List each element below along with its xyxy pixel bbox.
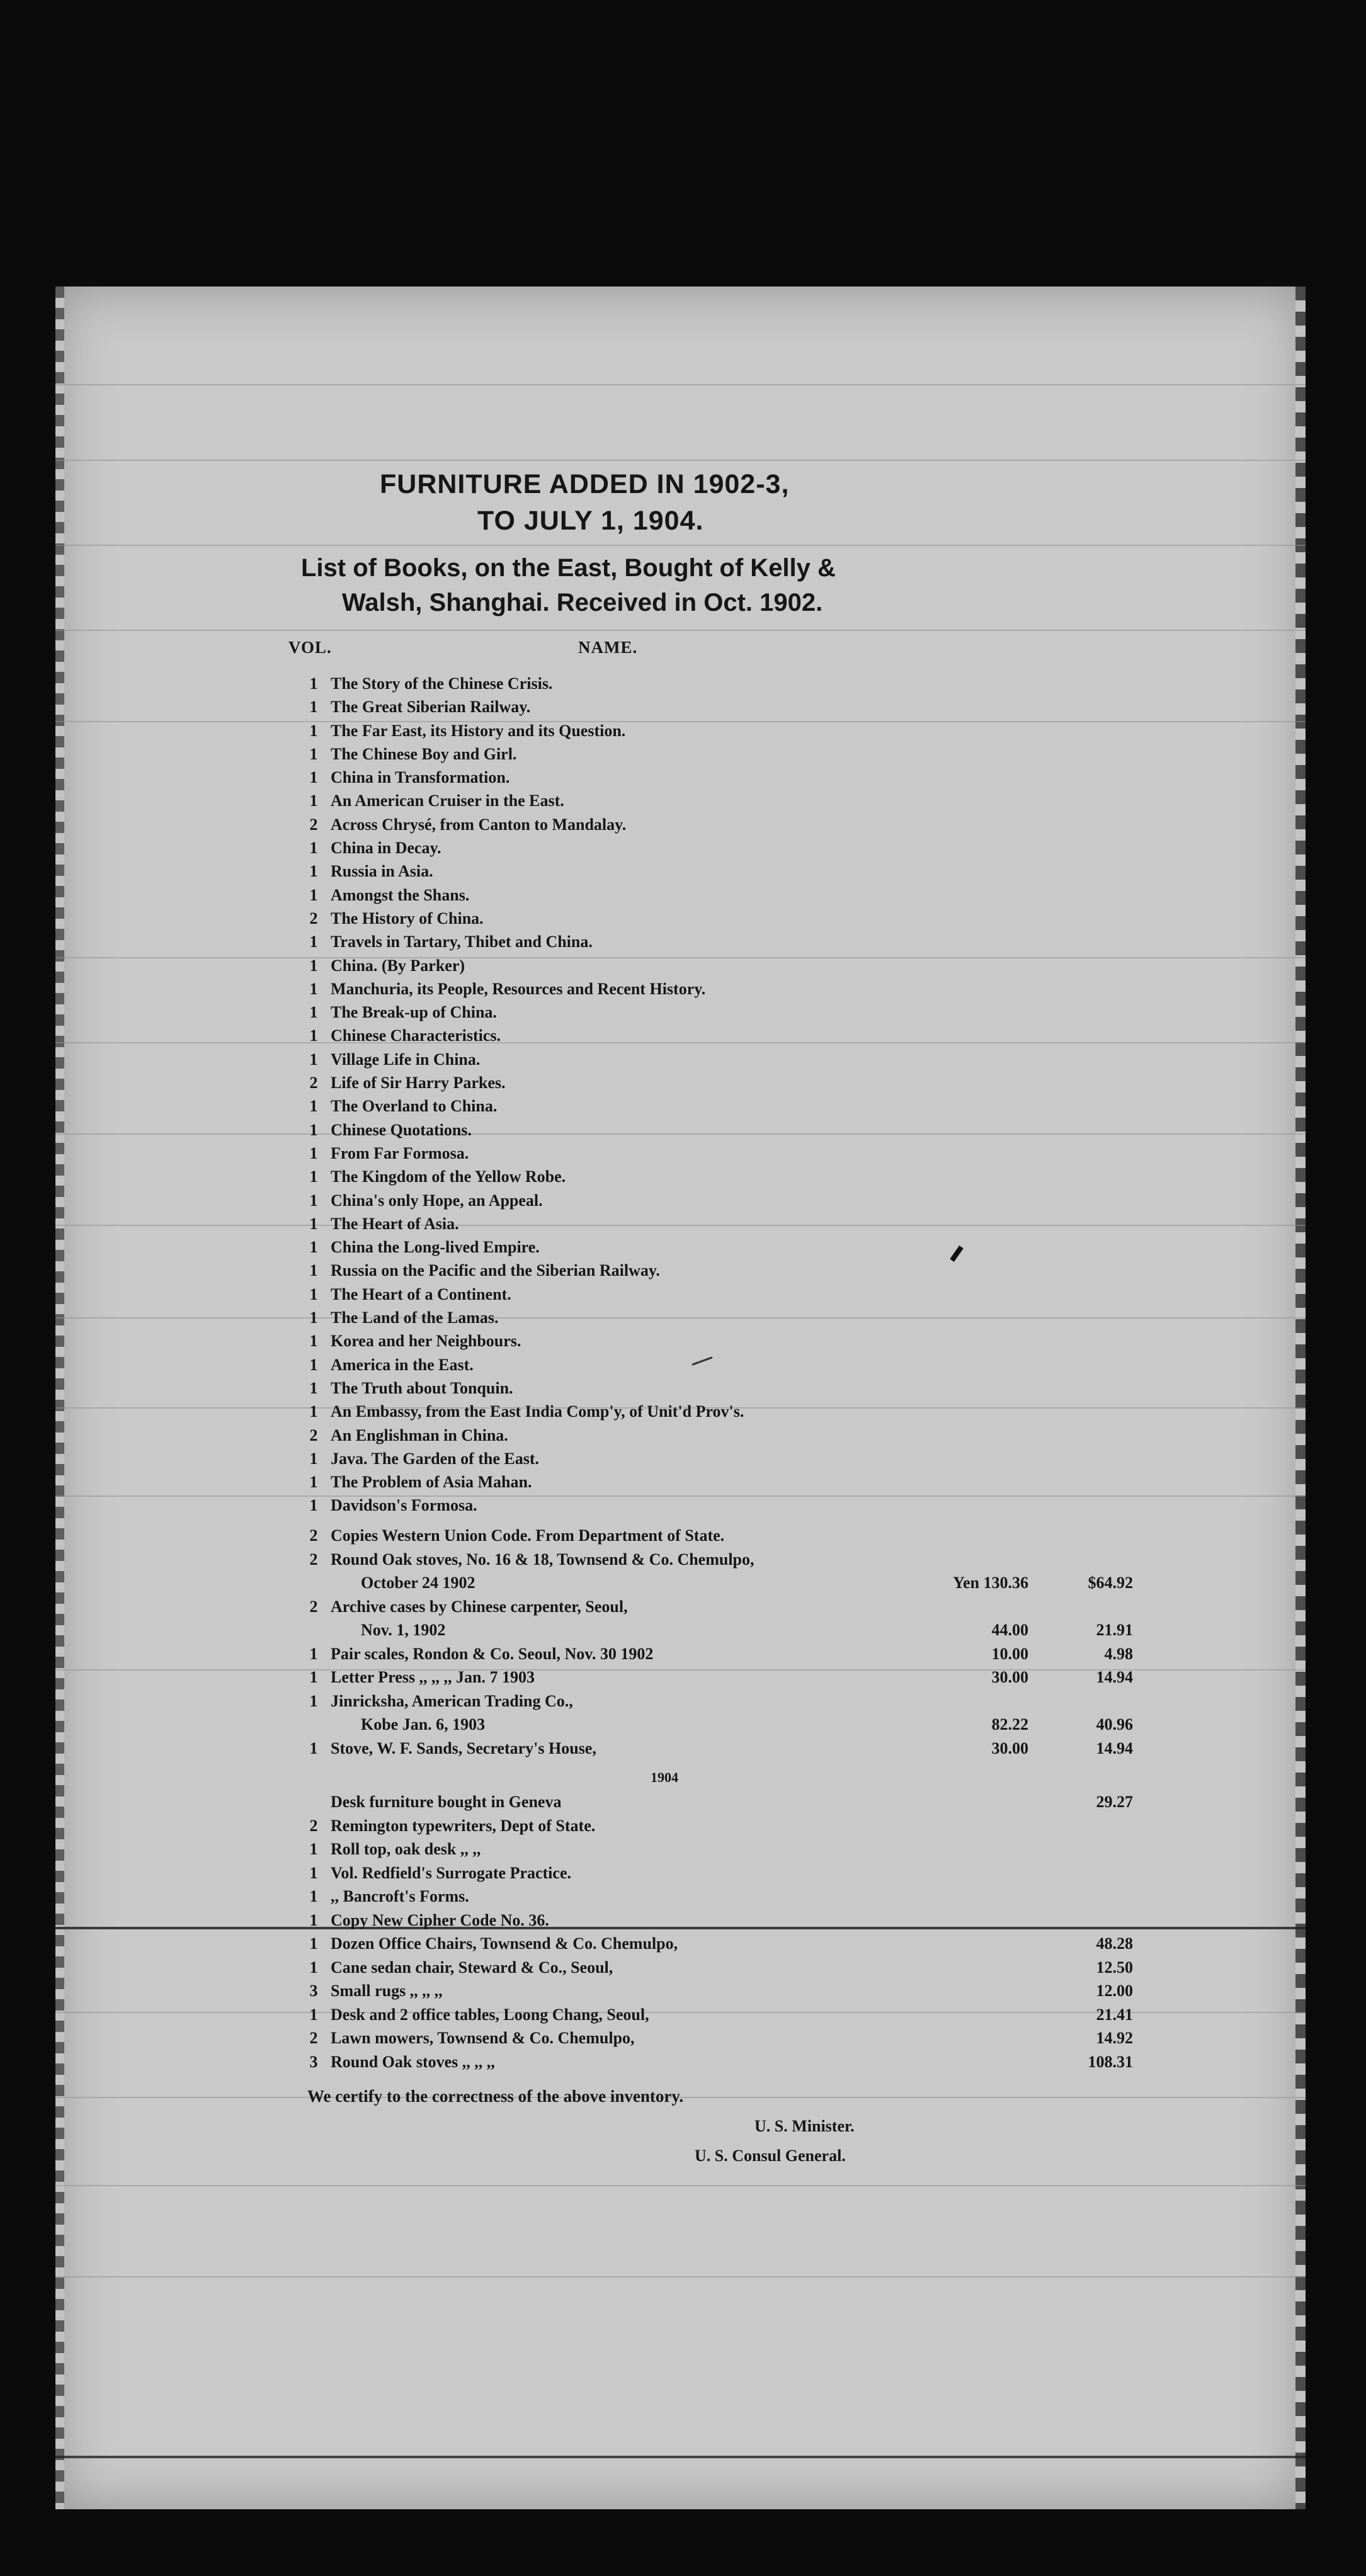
furniture-1904-row: [304, 1790, 1186, 1814]
ruled-line: [55, 545, 1306, 546]
volume-count: 2: [309, 1597, 318, 1616]
item-name: Small rugs ,, ,, ,,: [331, 1982, 443, 2000]
furniture-1904-row: [304, 1979, 1186, 2003]
volume-count: 1: [309, 2005, 318, 2024]
volume-count: 2: [309, 1074, 318, 1092]
item-name: Chinese Characteristics.: [331, 1026, 501, 1045]
volume-count: 1: [309, 1496, 318, 1515]
volume-count: 1: [309, 1285, 318, 1303]
item-name: The Break-up of China.: [331, 1003, 497, 1022]
book-row: [304, 1048, 1186, 1071]
furniture-1904-row: [304, 2050, 1186, 2074]
dollar-amount: 12.00: [1096, 1982, 1133, 2000]
item-name: Copies Western Union Code. From Department of State.: [331, 1526, 725, 1545]
furniture-1904-row: [304, 1932, 1186, 1956]
yen-amount: Yen 130.36: [953, 1574, 1028, 1592]
item-name: Korea and her Neighbours.: [331, 1332, 521, 1351]
furniture-1904-list: [304, 1790, 1186, 2074]
ruled-line: [55, 2185, 1306, 2186]
item-name: The Far East, its History and its Question.: [331, 721, 626, 740]
item-name: Manchuria, its People, Resources and Recent History.: [331, 979, 706, 998]
yen-amount: 10.00: [991, 1644, 1028, 1663]
book-row: [304, 1400, 1186, 1423]
item-name: Chinese Quotations.: [331, 1120, 472, 1139]
book-row: [304, 1329, 1186, 1353]
book-row: [304, 836, 1186, 860]
item-name: Life of Sir Harry Parkes.: [331, 1074, 506, 1092]
furniture-1904-row: [304, 2003, 1186, 2027]
volume-count: 1: [309, 885, 318, 904]
yen-amount: 82.22: [991, 1715, 1028, 1733]
book-row: [304, 1306, 1186, 1329]
furniture-1904-row: [304, 1837, 1186, 1861]
volume-count: 1: [309, 956, 318, 975]
item-name: Desk furniture bought in Geneva: [331, 1793, 562, 1811]
book-row: [304, 789, 1186, 812]
heading-line-1: FURNITURE ADDED IN 1902-3,: [380, 469, 790, 499]
volume-count: 1: [309, 1863, 318, 1882]
item-name: Village Life in China.: [331, 1050, 481, 1069]
book-row: [304, 1094, 1186, 1118]
dollar-amount: $64.92: [1088, 1574, 1133, 1592]
ruled-line: [55, 460, 1306, 461]
volume-count: 2: [309, 909, 318, 928]
volume-count: 1: [309, 1238, 318, 1257]
dollar-amount: 14.92: [1096, 2029, 1133, 2047]
volume-count: 2: [309, 1816, 318, 1835]
volume-count: 1: [309, 1378, 318, 1397]
item-name: Java. The Garden of the East.: [331, 1449, 540, 1468]
item-name: Stove, W. F. Sands, Secretary's House,: [331, 1739, 596, 1757]
item-name: Dozen Office Chairs, Townsend & Co. Chemulpo,: [331, 1934, 678, 1953]
item-name: The Overland to China.: [331, 1097, 498, 1116]
dollar-amount: 21.91: [1096, 1621, 1133, 1639]
item-name: Russia on the Pacific and the Siberian Railway.: [331, 1261, 660, 1280]
book-row: [304, 1283, 1186, 1306]
volume-count: 2: [309, 1526, 318, 1545]
volume-count: 1: [309, 674, 318, 693]
furniture-1904-row: [304, 1885, 1186, 1909]
book-row: [304, 1494, 1186, 1517]
dollar-amount: 48.28: [1096, 1934, 1133, 1953]
item-name: Amongst the Shans.: [331, 885, 470, 904]
volume-count: 1: [309, 1120, 318, 1139]
dollar-amount: 108.31: [1088, 2052, 1133, 2071]
volume-count: 1: [309, 1402, 318, 1421]
furniture-row: [304, 1548, 1186, 1572]
volume-count: 2: [309, 1426, 318, 1444]
page-edge-left: [55, 287, 64, 2509]
item-name: Remington typewriters, Dept of State.: [331, 1816, 596, 1835]
signature-consul: U. S. Consul General.: [695, 2147, 846, 2165]
item-name: The Truth about Tonquin.: [331, 1378, 513, 1397]
furniture-list: [304, 1524, 1186, 1760]
item-name: October 24 1902: [361, 1574, 475, 1592]
subheading-line-2: Walsh, Shanghai. Received in Oct. 1902.: [342, 589, 823, 616]
furniture-row: [304, 1665, 1186, 1689]
book-row: [304, 1024, 1186, 1047]
item-name: Pair scales, Rondon & Co. Seoul, Nov. 30 1902: [331, 1644, 654, 1663]
item-name: ,, Bancroft's Forms.: [331, 1887, 469, 1905]
furniture-row: [304, 1524, 1186, 1548]
item-name: Round Oak stoves ,, ,, ,,: [331, 2052, 495, 2071]
item-name: Vol. Redfield's Surrogate Practice.: [331, 1863, 571, 1882]
volume-count: 1: [309, 721, 318, 740]
ruled-line: [55, 384, 1306, 385]
dollar-amount: 29.27: [1096, 1793, 1133, 1811]
volume-count: 1: [309, 979, 318, 998]
furniture-1904-row: [304, 1814, 1186, 1838]
item-name: An Englishman in China.: [331, 1426, 508, 1444]
item-name: Letter Press ,, ,, ,, Jan. 7 1903: [331, 1668, 535, 1686]
item-name: From Far Formosa.: [331, 1143, 469, 1162]
item-name: Copy New Cipher Code No. 36.: [331, 1910, 549, 1929]
item-name: Russia in Asia.: [331, 862, 433, 881]
book-row: [304, 1189, 1186, 1212]
volume-count: 2: [309, 815, 318, 834]
item-name: The Problem of Asia Mahan.: [331, 1473, 532, 1492]
furniture-row: [304, 1618, 1186, 1642]
furniture-row: [304, 1571, 1186, 1595]
volume-count: 1: [309, 933, 318, 951]
book-row: [304, 813, 1186, 836]
volume-count: 1: [309, 698, 318, 717]
book-row: [304, 742, 1186, 766]
item-name: Travels in Tartary, Thibet and China.: [331, 933, 593, 951]
book-list: [304, 672, 1186, 1518]
volume-count: 2: [309, 2029, 318, 2047]
item-name: Across Chrysé, from Canton to Mandalay.: [331, 815, 627, 834]
item-name: Lawn mowers, Townsend & Co. Chemulpo,: [331, 2029, 635, 2047]
volume-count: 1: [309, 1261, 318, 1280]
item-name: The Story of the Chinese Crisis.: [331, 674, 553, 693]
book-row: [304, 1424, 1186, 1447]
page-edge-right: [1295, 287, 1306, 2509]
item-name: The Kingdom of the Yellow Robe.: [331, 1167, 566, 1186]
column-header-vol: VOL.: [288, 638, 332, 657]
item-name: Desk and 2 office tables, Loong Chang, Seoul,: [331, 2005, 649, 2024]
dollar-amount: 14.94: [1096, 1739, 1133, 1757]
book-row: [304, 1447, 1186, 1470]
book-row: [304, 1071, 1186, 1094]
book-row: [304, 1376, 1186, 1400]
volume-count: 1: [309, 839, 318, 858]
book-row: [304, 1235, 1186, 1259]
book-row: [304, 883, 1186, 907]
item-name: China in Decay.: [331, 839, 441, 858]
volume-count: 1: [309, 1191, 318, 1210]
item-name: China. (By Parker): [331, 956, 465, 975]
year-1904-label: 1904: [651, 1769, 678, 1785]
item-name: Jinricksha, American Trading Co.,: [331, 1691, 573, 1710]
furniture-row: [304, 1737, 1186, 1761]
book-row: [304, 907, 1186, 930]
dollar-amount: 40.96: [1096, 1715, 1133, 1733]
book-row: [304, 1212, 1186, 1235]
item-name: Archive cases by Chinese carpenter, Seoul,: [331, 1597, 628, 1616]
item-name: Davidson's Formosa.: [331, 1496, 477, 1515]
volume-count: 1: [309, 1308, 318, 1327]
item-name: China in Transformation.: [331, 768, 510, 787]
item-name: America in the East.: [331, 1355, 474, 1374]
volume-count: 1: [309, 1840, 318, 1858]
volume-count: 1: [309, 1934, 318, 1953]
volume-count: 1: [309, 744, 318, 763]
item-name: Roll top, oak desk ,, ,,: [331, 1840, 481, 1858]
furniture-row: [304, 1713, 1186, 1737]
volume-count: 1: [309, 1143, 318, 1162]
book-row: [304, 1353, 1186, 1376]
book-row: [304, 1259, 1186, 1282]
volume-count: 1: [309, 1449, 318, 1468]
heading-line-2: TO JULY 1, 1904.: [477, 506, 704, 536]
volume-count: 1: [309, 1003, 318, 1022]
certification-text: We certify to the correctness of the above inventory.: [307, 2087, 684, 2106]
book-row: [304, 977, 1186, 1001]
dollar-amount: 21.41: [1096, 2005, 1133, 2024]
book-row: [304, 860, 1186, 883]
item-name: China's only Hope, an Appeal.: [331, 1191, 543, 1210]
volume-count: 1: [309, 1958, 318, 1977]
book-row: [304, 766, 1186, 789]
ruled-line: [55, 630, 1306, 631]
book-row: [304, 1470, 1186, 1494]
book-row: [304, 695, 1186, 718]
volume-count: 1: [309, 1668, 318, 1686]
volume-count: 1: [309, 862, 318, 881]
item-name: Round Oak stoves, No. 16 & 18, Townsend & Co. Chemulpo,: [331, 1550, 754, 1569]
item-name: Kobe Jan. 6, 1903: [361, 1715, 486, 1733]
item-name: Nov. 1, 1902: [361, 1621, 446, 1639]
volume-count: 1: [309, 1887, 318, 1905]
ruled-line: [55, 2456, 1306, 2458]
volume-count: 1: [309, 1644, 318, 1663]
volume-count: 1: [309, 1355, 318, 1374]
furniture-row: [304, 1642, 1186, 1666]
book-row: [304, 1165, 1186, 1188]
book-row: [304, 719, 1186, 742]
volume-count: 1: [309, 1739, 318, 1757]
book-row: [304, 1118, 1186, 1142]
yen-amount: 44.00: [991, 1621, 1028, 1639]
furniture-row: [304, 1595, 1186, 1619]
volume-count: 1: [309, 792, 318, 810]
yen-amount: 30.00: [991, 1739, 1028, 1757]
volume-count: 1: [309, 1910, 318, 1929]
subheading-line-1: List of Books, on the East, Bought of Kelly &: [301, 554, 836, 582]
book-row: [304, 930, 1186, 953]
volume-count: 1: [309, 1097, 318, 1116]
ruled-line: [55, 2276, 1306, 2278]
item-name: The History of China.: [331, 909, 484, 928]
item-name: The Heart of a Continent.: [331, 1285, 511, 1303]
volume-count: 3: [309, 1982, 318, 2000]
volume-count: 1: [309, 1026, 318, 1045]
furniture-1904-row: [304, 1956, 1186, 1980]
dollar-amount: 12.50: [1096, 1958, 1133, 1977]
book-row: [304, 1001, 1186, 1024]
volume-count: 1: [309, 1332, 318, 1351]
furniture-1904-row: [304, 1909, 1186, 1932]
yen-amount: 30.00: [991, 1668, 1028, 1686]
volume-count: 1: [309, 1167, 318, 1186]
item-name: Cane sedan chair, Steward & Co., Seoul,: [331, 1958, 613, 1977]
volume-count: 1: [309, 1050, 318, 1069]
item-name: The Land of the Lamas.: [331, 1308, 499, 1327]
document-page: [55, 287, 1306, 2509]
volume-count: 1: [309, 768, 318, 787]
dollar-amount: 14.94: [1096, 1668, 1133, 1686]
item-name: The Great Siberian Railway.: [331, 698, 531, 717]
item-name: An Embassy, from the East India Comp'y, of Unit'd Prov's.: [331, 1402, 744, 1421]
book-row: [304, 1142, 1186, 1165]
volume-count: 1: [309, 1214, 318, 1233]
item-name: The Chinese Boy and Girl.: [331, 744, 517, 763]
volume-count: 1: [309, 1691, 318, 1710]
signature-minister: U. S. Minister.: [754, 2117, 855, 2135]
dollar-amount: 4.98: [1104, 1644, 1133, 1663]
item-name: The Heart of Asia.: [331, 1214, 459, 1233]
book-row: [304, 954, 1186, 977]
book-row: [304, 672, 1186, 695]
volume-count: 3: [309, 2052, 318, 2071]
item-name: China the Long-lived Empire.: [331, 1238, 540, 1257]
volume-count: 1: [309, 1473, 318, 1492]
column-header-name: NAME.: [578, 638, 638, 657]
furniture-1904-row: [304, 2026, 1186, 2050]
furniture-1904-row: [304, 1861, 1186, 1885]
furniture-row: [304, 1689, 1186, 1713]
volume-count: 2: [309, 1550, 318, 1569]
item-name: An American Cruiser in the East.: [331, 792, 564, 810]
